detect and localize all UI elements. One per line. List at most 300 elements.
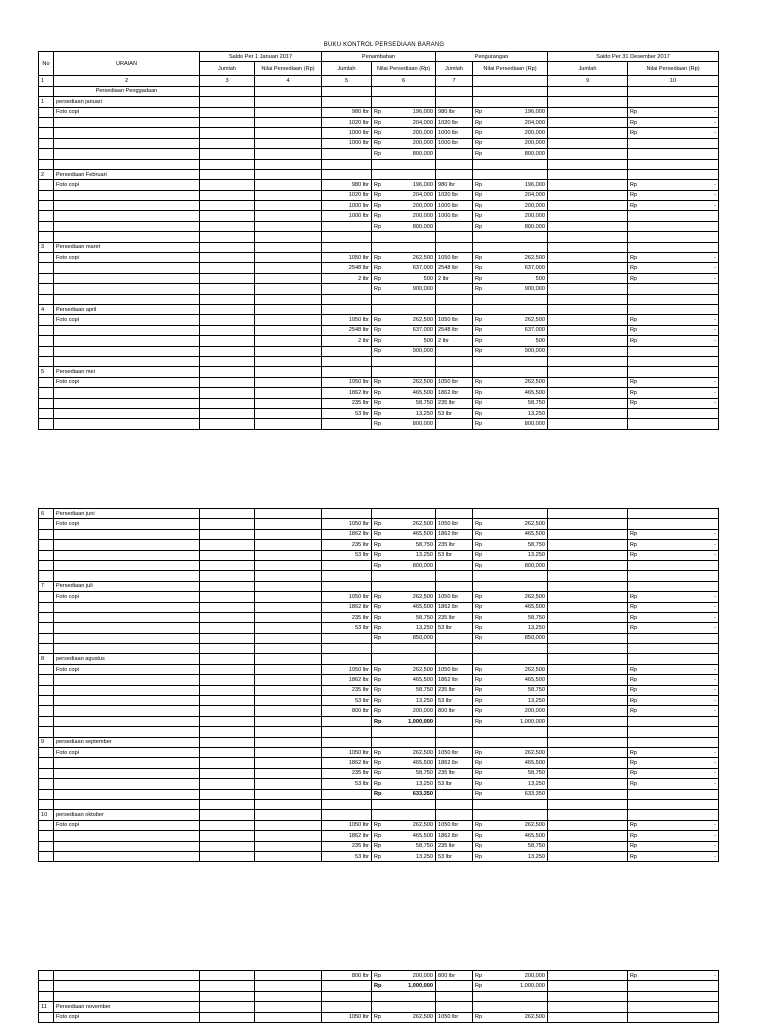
empty-cell [436,716,473,726]
empty-cell [39,149,54,159]
empty-cell [322,799,372,809]
saldo-akhir-nilai [628,768,719,778]
empty-cell [200,388,255,398]
dash: - [714,822,716,829]
pengurangan-jumlah: 1000 lbr [436,138,473,148]
currency-symbol: Rp [374,708,382,715]
currency-value [630,707,716,715]
currency-value [374,139,433,147]
data-row [39,851,719,861]
empty-cell [548,149,628,159]
empty-cell [548,1012,628,1022]
pengurangan-jumlah: 1862 lbr [436,758,473,768]
column-number: 7 [436,76,473,86]
empty-cell [39,159,54,169]
penambahan-nilai [372,592,436,602]
penambahan-nilai [372,696,436,706]
currency-symbol: Rp [630,604,638,611]
section-no: 1 [39,97,54,107]
item-name: Foto copi [54,107,200,117]
empty-cell [200,768,255,778]
empty-cell [39,388,54,398]
data-row [39,529,719,539]
penambahan-jumlah: 1050 lbr [322,377,372,387]
col-header-no: No [39,52,54,76]
empty-cell [255,540,322,550]
amount: 637,000 [524,327,546,334]
empty-row [39,571,719,581]
currency-symbol: Rp [630,697,638,704]
item-name [54,263,200,273]
penambahan-jumlah: 1050 lbr [322,253,372,263]
currency-value [475,410,545,418]
data-row [39,602,719,612]
empty-cell [200,138,255,148]
empty-cell [322,149,372,159]
empty-cell [548,664,628,674]
penambahan-total [372,981,436,991]
data-row [39,675,719,685]
empty-cell [54,346,200,356]
empty-cell [548,201,628,211]
section-header-row [39,304,719,314]
currency-symbol: Rp [475,635,483,642]
empty-cell [255,644,322,654]
penambahan-total [372,346,436,356]
pengurangan-jumlah: 2548 lbr [436,325,473,335]
currency-symbol: Rp [630,749,638,756]
empty-cell [628,581,719,591]
item-name [54,706,200,716]
empty-cell [39,612,54,622]
amount: 200,000 [524,140,546,147]
empty-cell [628,991,719,1001]
empty-cell [548,716,628,726]
empty-cell [322,991,372,1001]
penambahan-nilai [372,706,436,716]
data-row [39,273,719,283]
pengurangan-jumlah: 53 lbr [436,851,473,861]
saldo-akhir-nilai [628,201,719,211]
saldo-akhir-nilai [628,190,719,200]
amount: 900,000 [524,285,546,292]
currency-symbol: Rp [630,337,638,344]
currency-value [475,603,545,611]
penambahan-nilai [372,263,436,273]
data-row [39,201,719,211]
data-row [39,211,719,221]
empty-cell [255,612,322,622]
penambahan-nilai [372,273,436,283]
penambahan-nilai [372,550,436,560]
empty-cell [255,201,322,211]
penambahan-nilai [372,398,436,408]
currency-symbol: Rp [475,119,483,126]
col-header-nilai: Nilai Persediaan (Rp) [372,62,436,76]
currency-value [475,150,545,158]
item-name [54,768,200,778]
currency-value [374,420,433,428]
pengurangan-jumlah: 53 lbr [436,623,473,633]
empty-cell [548,644,628,654]
empty-cell [473,159,548,169]
empty-cell [39,138,54,148]
empty-cell [39,180,54,190]
section-name: Persediaan mei [54,367,200,377]
section-header-row [39,654,719,664]
empty-cell [255,820,322,830]
section-no: 2 [39,169,54,179]
currency-symbol: Rp [630,760,638,767]
empty-cell [436,169,473,179]
item-name [54,623,200,633]
empty-cell [473,1002,548,1012]
empty-cell [372,367,436,377]
currency-value [374,821,433,829]
amount: 200,000 [524,130,546,137]
empty-cell [39,201,54,211]
empty-cell [548,242,628,252]
currency-symbol: Rp [374,389,382,396]
currency-symbol: Rp [630,666,638,673]
item-name [54,336,200,346]
data-row [39,696,719,706]
currency-value [374,759,433,767]
empty-cell [39,706,54,716]
empty-cell [200,1012,255,1022]
penambahan-jumlah: 2548 lbr [322,263,372,273]
empty-cell [322,737,372,747]
amount: 13,250 [415,853,433,860]
currency-symbol: Rp [475,760,483,767]
empty-cell [322,304,372,314]
penambahan-total [372,560,436,570]
empty-cell [54,799,200,809]
empty-cell [255,675,322,685]
pengurangan-jumlah: 1000 lbr [436,128,473,138]
amount: 262,500 [412,317,434,324]
empty-cell [322,571,372,581]
saldo-akhir-nilai [628,623,719,633]
empty-cell [39,644,54,654]
empty-cell [548,336,628,346]
currency-symbol: Rp [630,770,638,777]
empty-cell [255,550,322,560]
empty-cell [200,612,255,622]
currency-value [475,181,545,189]
currency-symbol: Rp [374,770,382,777]
currency-value [630,821,716,829]
pengurangan-jumlah: 980 lbr [436,180,473,190]
empty-cell [473,509,548,519]
currency-value [630,129,716,137]
data-row [39,747,719,757]
empty-cell [628,716,719,726]
empty-cell [200,685,255,695]
currency-symbol: Rp [374,614,382,621]
currency-value [374,697,433,705]
section-header-row [39,1002,719,1012]
saldo-akhir-nilai [628,180,719,190]
col-header-uraian: URAIAN [54,52,200,76]
empty-cell [54,159,200,169]
empty-cell [255,232,322,242]
data-row [39,779,719,789]
empty-cell [322,581,372,591]
empty-row [39,159,719,169]
empty-cell [436,232,473,242]
pengurangan-nilai [473,253,548,263]
empty-cell [548,180,628,190]
empty-cell [39,685,54,695]
currency-value [374,551,433,559]
amount: 58,750 [415,400,434,407]
pengurangan-nilai [473,747,548,757]
section-name: Persediaan april [54,304,200,314]
section-header-row [39,737,719,747]
empty-row [39,232,719,242]
empty-cell [200,851,255,861]
dash: - [714,400,717,407]
empty-cell [436,284,473,294]
empty-cell [39,779,54,789]
penambahan-nilai [372,851,436,861]
amount: 13,250 [527,853,545,860]
empty-cell [628,981,719,991]
empty-cell [200,107,255,117]
dash: - [714,327,717,334]
empty-cell [322,644,372,654]
empty-cell [322,560,372,570]
penambahan-nilai [372,388,436,398]
empty-cell [322,981,372,991]
empty-cell [255,509,322,519]
currency-value [374,202,433,210]
dash: - [714,130,717,137]
saldo-akhir-nilai [628,664,719,674]
pengurangan-nilai [473,971,548,981]
empty-cell [255,294,322,304]
amount: 465,500 [412,832,433,839]
empty-cell [200,169,255,179]
dash: - [714,541,716,548]
saldo-akhir-nilai [628,529,719,539]
currency-value [374,666,433,674]
empty-cell [200,799,255,809]
empty-cell [200,294,255,304]
pengurangan-total [473,149,548,159]
penambahan-nilai [372,831,436,841]
empty-cell [54,991,200,1001]
penambahan-jumlah: 1000 lbr [322,128,372,138]
data-row [39,820,719,830]
empty-cell [548,86,628,96]
dash: - [714,379,717,386]
empty-cell [39,408,54,418]
currency-value [374,614,433,622]
empty-cell [628,1012,719,1022]
pengurangan-nilai [473,696,548,706]
amount: 200,000 [412,708,433,715]
penambahan-nilai [372,325,436,335]
currency-symbol: Rp [475,337,483,344]
currency-value [475,624,545,632]
col-header-saldo-awal: Saldo Per 1 Januari 2017 [200,52,322,62]
empty-cell [436,242,473,252]
currency-value [630,697,716,705]
section-name: Persediaan juli [54,581,200,591]
penambahan-nilai [372,138,436,148]
empty-cell [548,981,628,991]
empty-cell [436,727,473,737]
empty-cell [200,242,255,252]
currency-value [475,780,545,788]
currency-symbol: Rp [475,614,483,621]
empty-cell [255,851,322,861]
currency-symbol: Rp [374,348,382,355]
dash: - [714,770,716,777]
total-row [39,716,719,726]
empty-cell [436,221,473,231]
penambahan-jumlah: 1862 lbr [322,675,372,685]
currency-symbol: Rp [630,119,638,126]
empty-cell [39,356,54,366]
empty-cell [473,169,548,179]
penambahan-jumlah: 235 lbr [322,612,372,622]
empty-cell [255,159,322,169]
empty-row [39,727,719,737]
currency-symbol: Rp [475,708,483,715]
empty-cell [54,284,200,294]
empty-cell [255,581,322,591]
column-number: 10 [628,76,719,86]
empty-cell [54,560,200,570]
amount: 800,000 [412,562,433,569]
currency-value [374,769,433,777]
empty-cell [548,602,628,612]
saldo-akhir-nilai [628,128,719,138]
amount: 262,500 [412,1014,433,1021]
empty-row [39,356,719,366]
currency-value [630,119,716,127]
currency-symbol: Rp [374,541,382,548]
pengurangan-nilai [473,1012,548,1022]
amount: 58,750 [527,770,545,777]
currency-symbol: Rp [374,604,382,611]
empty-cell [628,159,719,169]
dash: - [714,972,716,979]
currency-value [475,264,545,272]
empty-cell [255,623,322,633]
dash: - [714,780,716,787]
currency-symbol: Rp [475,379,483,386]
amount: 800,000 [524,420,546,427]
currency-value [475,275,545,283]
data-row [39,398,719,408]
penambahan-nilai [372,519,436,529]
pengurangan-jumlah: 235 lbr [436,841,473,851]
empty-cell [628,294,719,304]
empty-cell [628,356,719,366]
column-number: 6 [372,76,436,86]
empty-cell [473,737,548,747]
amount: 262,500 [524,749,545,756]
section-no: 3 [39,242,54,252]
empty-cell [436,654,473,664]
empty-cell [473,242,548,252]
pengurangan-nilai [473,602,548,612]
currency-value [475,982,545,990]
item-name [54,325,200,335]
empty-cell [200,550,255,560]
section-header-row [39,97,719,107]
item-name [54,758,200,768]
penambahan-jumlah: 980 lbr [322,180,372,190]
dash: - [714,202,717,209]
section-header-row [39,169,719,179]
empty-cell [200,737,255,747]
empty-cell [39,398,54,408]
penambahan-nilai [372,841,436,851]
empty-cell [473,810,548,820]
empty-cell [322,1002,372,1012]
empty-cell [200,211,255,221]
penambahan-jumlah: 53 lbr [322,779,372,789]
empty-cell [39,789,54,799]
empty-cell [200,377,255,387]
empty-cell [39,851,54,861]
empty-cell [548,654,628,664]
pengurangan-jumlah: 980 lbr [436,107,473,117]
empty-cell [200,696,255,706]
currency-value [374,686,433,694]
amount: 262,500 [524,379,546,386]
empty-cell [548,581,628,591]
item-name: Foto copi [54,664,200,674]
currency-symbol: Rp [475,420,483,427]
empty-cell [548,377,628,387]
empty-cell [200,346,255,356]
empty-cell [372,509,436,519]
amount: 196,000 [412,181,434,188]
item-name: Foto copi [54,253,200,263]
empty-cell [628,232,719,242]
saldo-akhir-nilai [628,377,719,387]
currency-symbol: Rp [374,119,382,126]
dash: - [714,604,716,611]
empty-cell [255,180,322,190]
empty-cell [255,768,322,778]
currency-symbol: Rp [630,389,638,396]
item-name [54,550,200,560]
amount: 262,500 [412,593,433,600]
empty-cell [54,789,200,799]
currency-value [630,337,716,345]
empty-cell [255,388,322,398]
empty-cell [548,138,628,148]
col-header-jumlah: Jumlah [200,62,255,76]
empty-cell [548,675,628,685]
dash: - [714,676,716,683]
amount: 262,500 [524,666,545,673]
item-name [54,211,200,221]
amount: 800,000 [524,223,546,230]
currency-value [475,326,545,334]
amount: 200,000 [412,140,434,147]
currency-symbol: Rp [374,150,382,157]
empty-cell [255,336,322,346]
currency-symbol: Rp [374,666,382,673]
